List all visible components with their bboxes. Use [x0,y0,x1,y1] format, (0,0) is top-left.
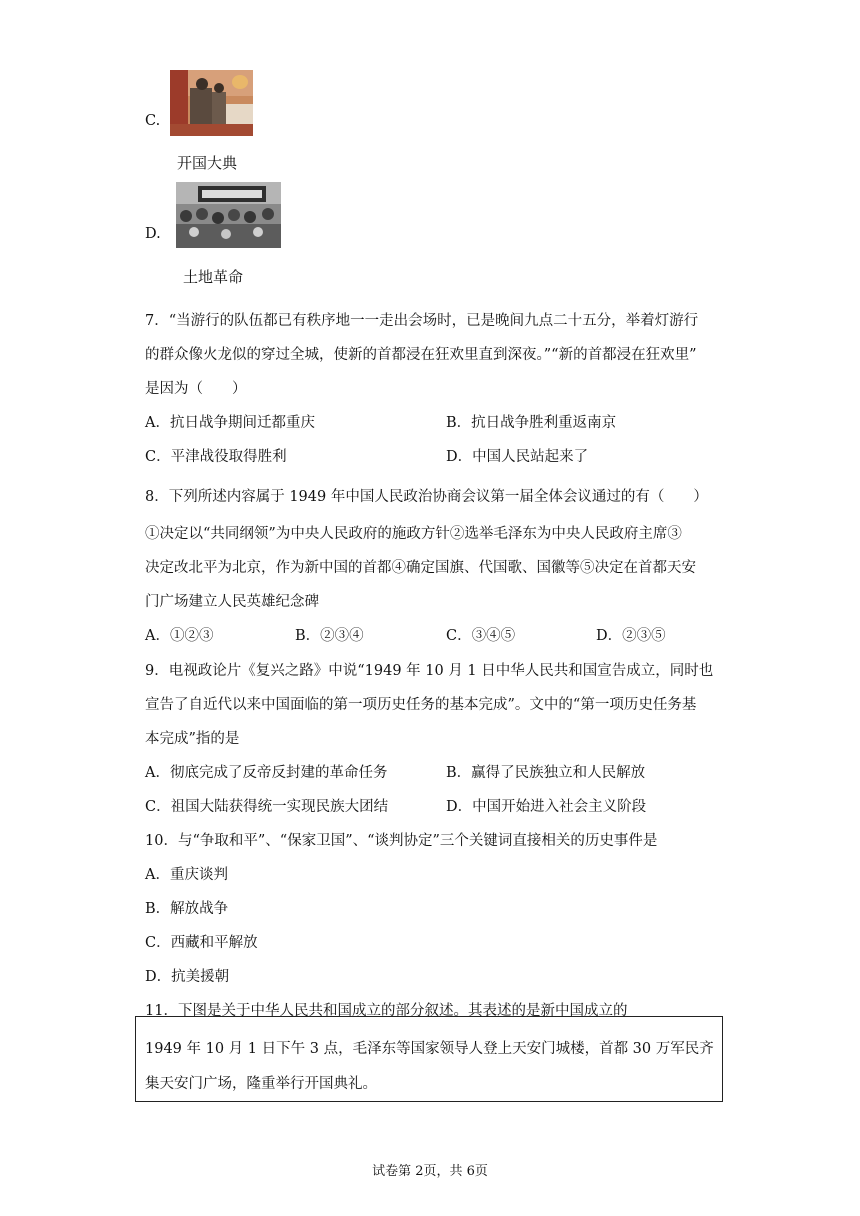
q8-option-b[interactable]: B．②③④ [295,628,364,644]
q8-option-c[interactable]: C．③④⑤ [446,628,516,644]
page-footer: 试卷第 2页，共 6页 [372,1164,488,1179]
q11-box-line-1: 1949 年 10 月 1 日下午 3 点，毛泽东等国家领导人登上天安门城楼，首都 30 万军民齐 [145,1041,714,1057]
q8-stem-line-2: ①决定以“共同纲领”为中央人民政府的施政方针②选举毛泽东为中央人民政府主席③ [145,526,682,542]
q7-option-c[interactable]: C．平津战役取得胜利 [145,449,287,465]
founding-ceremony-image [170,70,253,136]
q9-stem-line-1: 9．电视政论片《复兴之路》中说“1949 年 10 月 1 日中华人民共和国宣告成立，同时也 [145,663,714,679]
option-d-caption: 土地革命 [183,268,244,286]
q9-option-a[interactable]: A．彻底完成了反帝反封建的革命任务 [145,765,388,781]
q10-stem: 10．与“争取和平”、“保家卫国”、“谈判协定”三个关键词直接相关的历史事件是 [145,833,658,849]
q7-option-b[interactable]: B．抗日战争胜利重返南京 [446,415,617,431]
q9-stem-line-3: 本完成”指的是 [145,731,240,747]
q7-option-d[interactable]: D．中国人民站起来了 [446,449,589,465]
q8-option-a[interactable]: A．①②③ [145,628,214,644]
q7-stem-line-3: 是因为（ ） [145,381,247,397]
q8-stem-line-4: 门广场建立人民英雄纪念碑 [145,594,319,610]
option-d-label: D. [145,226,161,242]
q11-box-line-2: 集天安门广场，隆重举行开国典礼。 [145,1076,377,1092]
q9-option-b[interactable]: B．赢得了民族独立和人民解放 [446,765,646,781]
q10-option-b[interactable]: B．解放战争 [145,901,229,917]
q8-stem-line-3: 决定改北平为北京，作为新中国的首都④确定国旗、代国歌、国徽等⑤决定在首都天安 [145,560,696,576]
q9-stem-line-2: 宣告了自近代以来中国面临的第一项历史任务的基本完成”。文中的“第一项历史任务基 [145,697,697,713]
q8-stem-line-1: 8．下列所述内容属于 1949 年中国人民政治协商会议第一届全体会议通过的有（ ） [145,489,708,505]
land-revolution-image [176,182,281,248]
q7-option-a[interactable]: A．抗日战争期间迁都重庆 [145,415,315,431]
q10-option-a[interactable]: A．重庆谈判 [145,867,228,883]
q9-option-d[interactable]: D．中国开始进入社会主义阶段 [446,799,647,815]
q10-option-c[interactable]: C．西藏和平解放 [145,935,258,951]
q8-option-d[interactable]: D．②③⑤ [596,628,666,644]
q11-quote-box [135,1016,723,1102]
option-c-label: C. [145,113,161,129]
q11-stem: 11．下图是关于中华人民共和国成立的部分叙述。其表述的是新中国成立的 [145,1003,628,1019]
q7-stem-line-1: 7．“当游行的队伍都已有秩序地一一走出会场时，已是晚间九点二十五分，举着灯游行 [145,313,699,329]
q10-option-d[interactable]: D．抗美援朝 [145,969,230,985]
q7-stem-line-2: 的群众像火龙似的穿过全城，使新的首都浸在狂欢里直到深夜。”“新的首都浸在狂欢里” [145,347,697,363]
option-c-caption: 开国大典 [177,154,238,172]
q9-option-c[interactable]: C．祖国大陆获得统一实现民族大团结 [145,799,389,815]
